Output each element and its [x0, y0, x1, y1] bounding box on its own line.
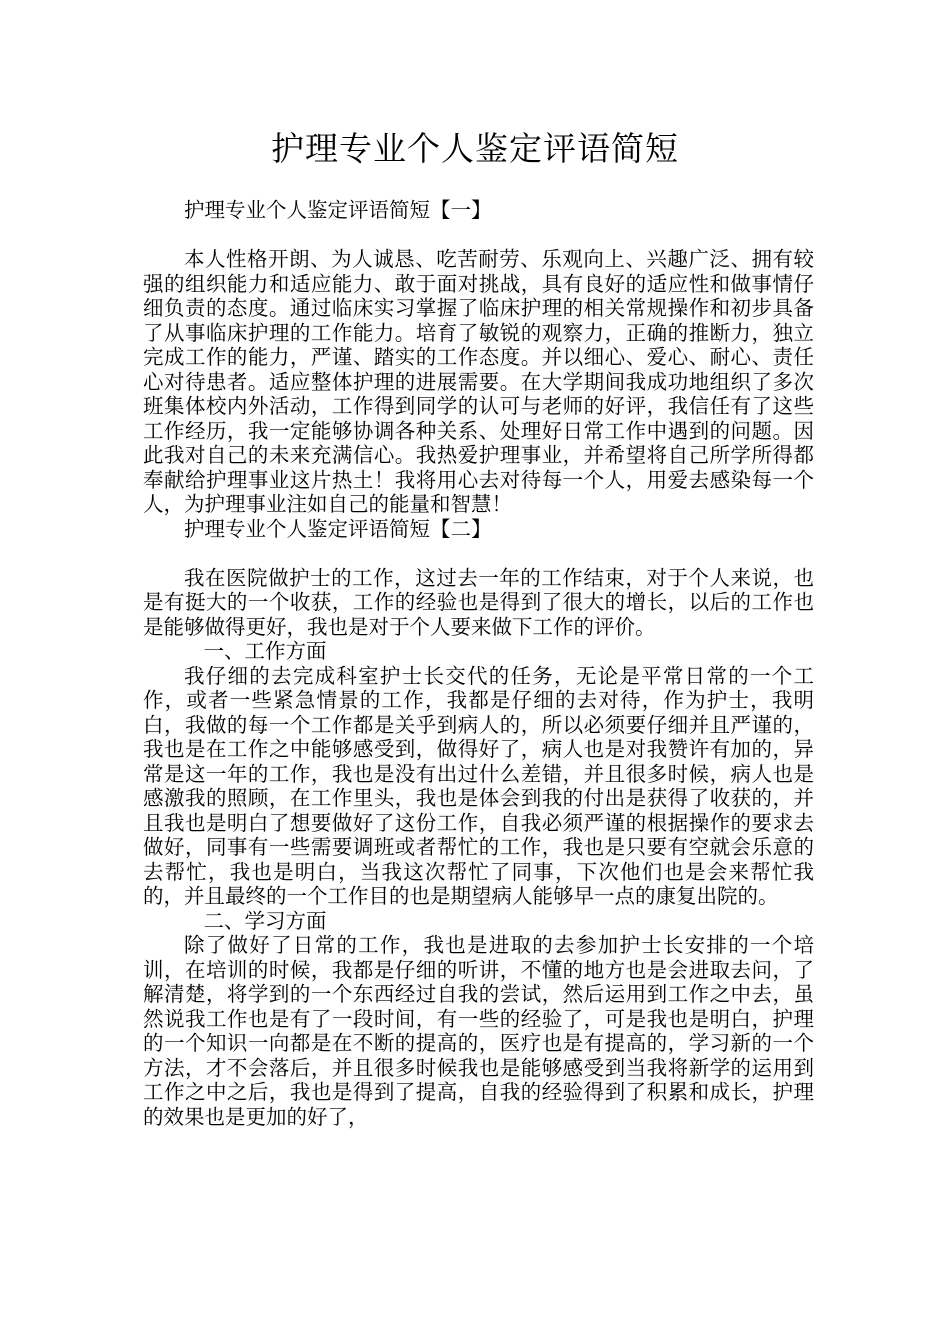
paragraph-1: 本人性格开朗、为人诚恳、吃苦耐劳、乐观向上、兴趣广泛、拥有较强的组织能力和适应能力、敢于面对挑战，具有良好的适应性和做事情仔细负责的态度。通过临床实习掌握了临床护理的相关常规操作和初步具备了从事临床护理的工作能力。培育了敏锐的观察力，正确的推断力，独立完成工作的能力，严谨、踏实的工作态度。并以细心、爱心、耐心、责任心对待患者。适应整体护理的进展需要。在大学期间我成功地组织了多次班集体校内外活动，工作得到同学的认可与老师的好评，我信任有了这些工作经历，我一定能够协调各种关系、处理好日常工作中遇到的问题。因此我对自己的未来充满信心。我热爱护理事业，并希望将自己所学所得都奉献给护理事业这片热土！我将用心去对待每一个人，用爱去感染每一个人，为护理事业注如自己的能量和智慧！	[143, 247, 814, 516]
paragraph-study: 除了做好了日常的工作，我也是进取的去参加护士长安排的一个培训，在培训的时候，我都是仔细的听讲，不懂的地方也是会进取去问，了解清楚，将学到的一个东西经过自我的尝试，然后运用到工作之中去，虽然说我工作也是有了一段时间，有一些的经验了，可是我也是明白，护理的一个知识一向都是在不断的提高的，医疗也是有提高的，学习新的一个方法，才不会落后，并且很多时候我也是能够感受到当我将新学的运用到工作之中之后，我也是得到了提高，自我的经验得到了积累和成长，护理的效果也是更加的好了，	[143, 933, 814, 1129]
document-body	[143, 198, 814, 1129]
document-title: 护理专业个人鉴定评语简短	[271, 129, 679, 168]
subheading-study: 二、学习方面	[203, 908, 327, 933]
paragraph-work: 我仔细的去完成科室护士长交代的任务，无论是平常日常的一个工作，或者一些紧急情景的工作，我都是仔细的去对待，作为护士，我明白，我做的每一个工作都是关乎到病人的，所以必须要仔细并且严谨的，我也是在工作之中能够感受到，做得好了，病人也是对我赞许有加的，异常是这一年的工作，我也是没有出过什么差错，并且很多时候，病人也是感激我的照顾，在工作里头，我也是体会到我的付出是获得了收获的，并且我也是明白了想要做好了这份工作，自我必须严谨的根据操作的要求去做好，同事有一些需要调班或者帮忙的工作，我也是只要有空就会乐意的去帮忙，我也是明白，当我这次帮忙了同事，下次他们也是会来帮忙我的，并且最终的一个工作目的也是期望病人能够早一点的康复出院的。	[143, 663, 814, 908]
paragraph-2: 我在医院做护士的工作，这过去一年的工作结束，对于个人来说，也是有挺大的一个收获，工作的经验也是得到了很大的增长，以后的工作也是能够做得更好，我也是对于个人要来做下工作的评价。	[143, 565, 814, 639]
section-heading-2: 护理专业个人鉴定评语简短【二】	[184, 516, 492, 541]
subheading-work: 一、工作方面	[203, 639, 327, 663]
section-heading-1: 护理专业个人鉴定评语简短【一】	[184, 198, 492, 222]
